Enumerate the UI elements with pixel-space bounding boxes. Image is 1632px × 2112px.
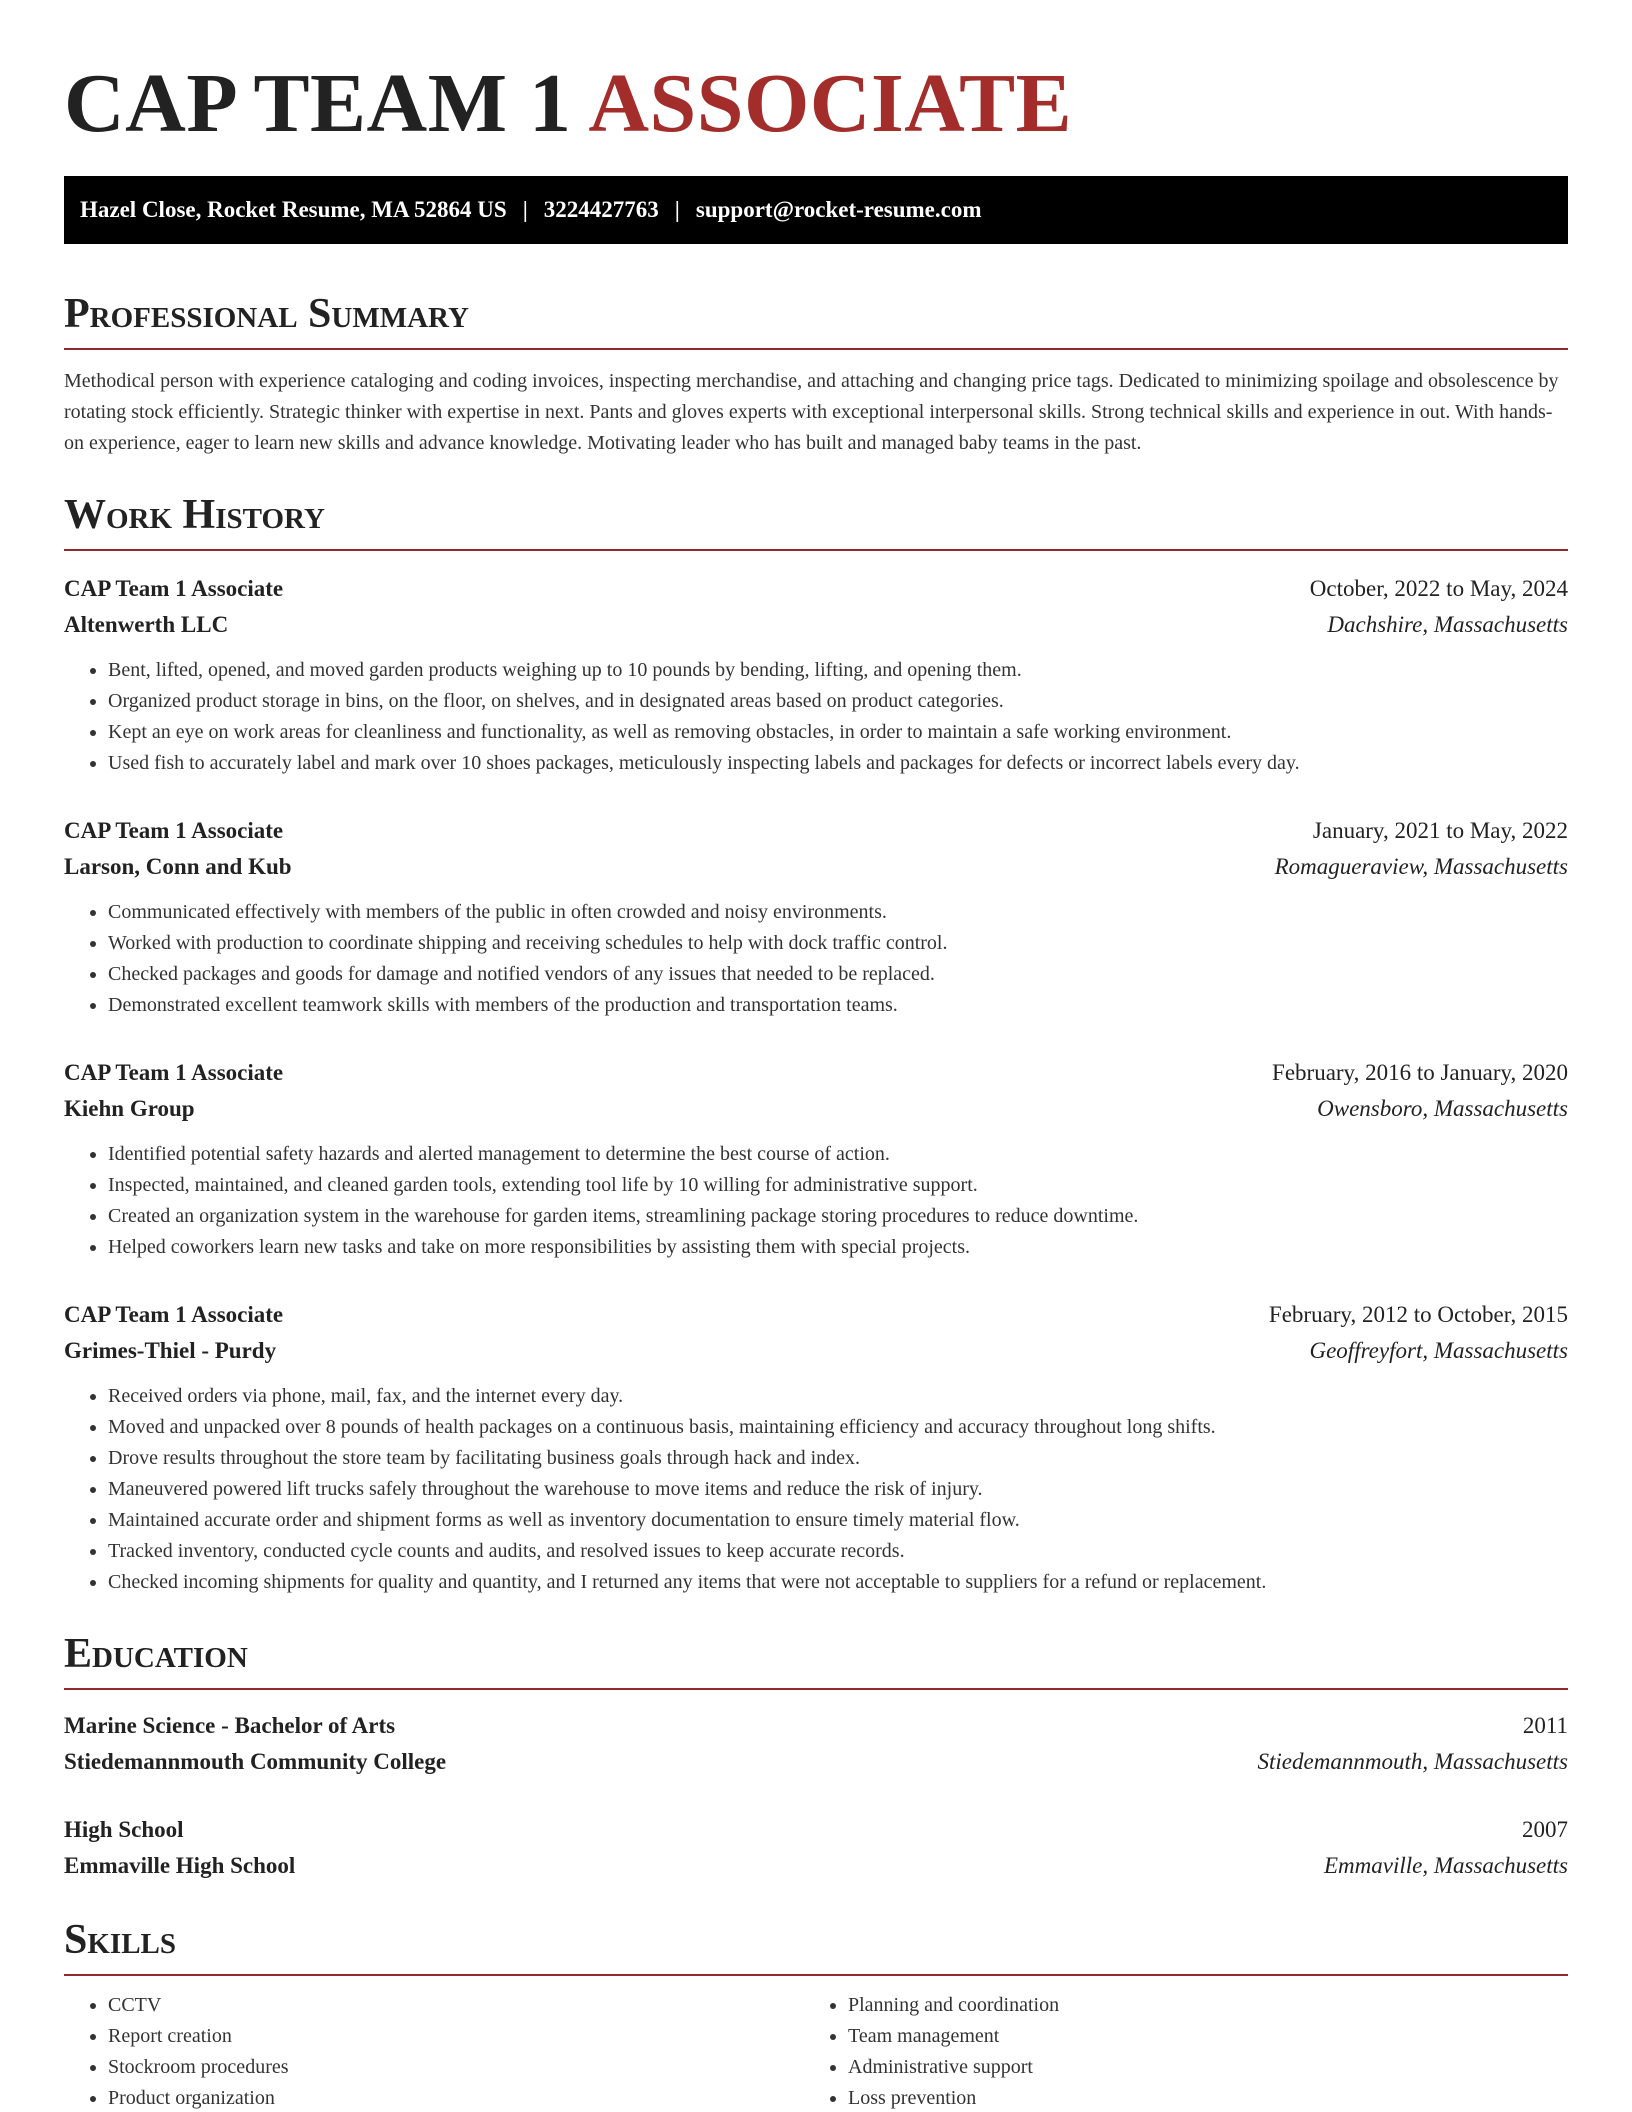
job-company: Altenwerth LLC bbox=[64, 612, 229, 637]
work-history-section bbox=[64, 487, 1568, 1598]
section-divider bbox=[64, 549, 1568, 551]
job-bullet: • Moved and unpacked over 8 pounds of health packages on a continuous basis, maintaining efficiency and accuracy throughout long shifts. bbox=[108, 1412, 1568, 1443]
job-dates: February, 2016 to January, 2020 bbox=[1272, 1060, 1568, 1085]
contact-email: support@rocket-resume.com bbox=[695, 197, 982, 222]
job-bullet: • Kept an eye on work areas for cleanliness and functionality, as well as removing obstacles, in order to maintain a safe working environment. bbox=[108, 717, 1568, 748]
job-entry bbox=[64, 1055, 1568, 1263]
job-bullet: • Identified potential safety hazards and alerted management to determine the best course of action. bbox=[108, 1139, 1568, 1170]
education-location: Stiedemannmouth, Massachusetts bbox=[1257, 1749, 1568, 1774]
job-title: CAP Team 1 Associate bbox=[64, 576, 284, 601]
job-bullet: • Worked with production to coordinate shipping and receiving schedules to help with dock traffic control. bbox=[108, 928, 1568, 959]
name-first: CAP TEAM 1 bbox=[64, 57, 572, 150]
education-degree: Marine Science - Bachelor of Arts bbox=[64, 1713, 396, 1738]
job-company-row bbox=[64, 1333, 1568, 1369]
job-location: Romagueraview, Massachusetts bbox=[1274, 854, 1568, 879]
job-bullet: • Checked incoming shipments for quality and quantity, and I returned any items that were not acceptable to suppliers for a refund or replacement. bbox=[108, 1567, 1568, 1598]
job-bullet: • Drove results throughout the store team by facilitating business goals through hack and index. bbox=[108, 1443, 1568, 1474]
section-divider bbox=[64, 1688, 1568, 1690]
resume-content bbox=[64, 0, 1568, 2112]
skill-item: • Loss prevention bbox=[848, 2083, 1544, 2112]
skill-item: • Planning and coordination bbox=[848, 1990, 1544, 2021]
job-bullet: • Inspected, maintained, and cleaned garden tools, extending tool life by 10 willing for administrative support. bbox=[108, 1170, 1568, 1201]
work-history-heading: Work History bbox=[64, 492, 325, 538]
job-header-row bbox=[64, 1055, 1568, 1091]
skills-list bbox=[804, 1990, 1544, 2112]
job-bullet: • Used fish to accurately label and mark over 10 shoes packages, meticulously inspecting labels and packages for defects or incorrect labels every day. bbox=[108, 748, 1568, 779]
job-bullet: • Tracked inventory, conducted cycle counts and audits, and resolved issues to keep accurate records. bbox=[108, 1536, 1568, 1567]
job-bullet-list bbox=[64, 655, 1568, 779]
skills-list bbox=[64, 1990, 804, 2112]
candidate-name bbox=[64, 0, 1568, 152]
skills-grid bbox=[64, 1990, 1568, 2112]
skills-column-left bbox=[64, 1990, 804, 2112]
skills-section bbox=[64, 1912, 1568, 2112]
job-entry bbox=[64, 813, 1568, 1021]
education-section bbox=[64, 1626, 1568, 1884]
job-entry bbox=[64, 1297, 1568, 1598]
education-year: 2011 bbox=[1522, 1713, 1568, 1738]
education-year: 2007 bbox=[1522, 1817, 1568, 1842]
job-company: Grimes-Thiel - Purdy bbox=[64, 1338, 277, 1363]
section-divider bbox=[64, 348, 1568, 350]
job-bullet: • Checked packages and goods for damage and notified vendors of any issues that needed to be replaced. bbox=[108, 959, 1568, 990]
job-company-row bbox=[64, 607, 1568, 643]
education-school-row bbox=[64, 1744, 1568, 1780]
job-bullet-list bbox=[64, 1139, 1568, 1263]
job-location: Dachshire, Massachusetts bbox=[1327, 612, 1568, 637]
job-bullet: • Communicated effectively with members of the public in often crowded and noisy environments. bbox=[108, 897, 1568, 928]
job-title: CAP Team 1 Associate bbox=[64, 818, 284, 843]
job-dates: October, 2022 to May, 2024 bbox=[1309, 576, 1568, 601]
job-entry bbox=[64, 571, 1568, 779]
job-dates: January, 2021 to May, 2022 bbox=[1312, 818, 1568, 843]
education-heading: Education bbox=[64, 1631, 248, 1677]
skill-item: • Administrative support bbox=[848, 2052, 1544, 2083]
job-bullet: • Received orders via phone, mail, fax, and the internet every day. bbox=[108, 1381, 1568, 1412]
education-location: Emmaville, Massachusetts bbox=[1323, 1853, 1568, 1878]
education-school-row bbox=[64, 1848, 1568, 1884]
education-entry bbox=[64, 1708, 1568, 1780]
skills-column-right bbox=[804, 1990, 1544, 2112]
job-bullet: • Bent, lifted, opened, and moved garden products weighing up to 10 pounds by bending, lifting, and opening them. bbox=[108, 655, 1568, 686]
job-dates: February, 2012 to October, 2015 bbox=[1268, 1302, 1568, 1327]
job-company-row bbox=[64, 1091, 1568, 1127]
skill-item: • Stockroom procedures bbox=[108, 2052, 804, 2083]
job-bullet: • Helped coworkers learn new tasks and take on more responsibilities by assisting them with special projects. bbox=[108, 1232, 1568, 1263]
section-divider bbox=[64, 1974, 1568, 1976]
skill-item: • Report creation bbox=[108, 2021, 804, 2052]
job-bullet: • Created an organization system in the warehouse for garden items, streamlining package storing procedures to reduce downtime. bbox=[108, 1201, 1568, 1232]
skill-item: • CCTV bbox=[108, 1990, 804, 2021]
summary-text: Methodical person with experience cataloging and coding invoices, inspecting merchandise, and attaching and changing price tags. Dedicated to minimizing spoilage and obsolescence by rotating stock efficiently. Strategic thinker with expertise in next. Pants and gloves experts with exceptional interpersonal skills. Strong technical skills and experience in out. With hands-on experience, eager to learn new skills and advance knowledge. Motivating leader who has built and managed baby teams in the past. bbox=[64, 370, 1559, 454]
job-title: CAP Team 1 Associate bbox=[64, 1302, 284, 1327]
contact-address: Hazel Close, Rocket Resume, MA 52864 US bbox=[80, 197, 507, 222]
education-degree-row bbox=[64, 1812, 1568, 1848]
name-last: ASSOCIATE bbox=[588, 57, 1073, 150]
job-header-row bbox=[64, 1297, 1568, 1333]
skill-item: • Team management bbox=[848, 2021, 1544, 2052]
contact-bar bbox=[64, 176, 1568, 244]
job-location: Geoffreyfort, Massachusetts bbox=[1309, 1338, 1568, 1363]
job-company: Larson, Conn and Kub bbox=[64, 854, 292, 879]
contact-separator: | bbox=[674, 197, 680, 222]
job-bullet-list bbox=[64, 897, 1568, 1021]
job-header-row bbox=[64, 571, 1568, 607]
job-header-row bbox=[64, 813, 1568, 849]
job-company-row bbox=[64, 849, 1568, 885]
skills-heading: Skills bbox=[64, 1917, 177, 1963]
contact-separator: | bbox=[522, 197, 528, 222]
education-entry bbox=[64, 1812, 1568, 1884]
education-degree-row bbox=[64, 1708, 1568, 1744]
job-company: Kiehn Group bbox=[64, 1096, 195, 1121]
job-title: CAP Team 1 Associate bbox=[64, 1060, 284, 1085]
education-school: Stiedemannmouth Community College bbox=[64, 1749, 447, 1774]
education-school: Emmaville High School bbox=[64, 1853, 296, 1878]
summary-heading: Professional Summary bbox=[64, 291, 469, 337]
job-bullet: • Demonstrated excellent teamwork skills with members of the production and transportation teams. bbox=[108, 990, 1568, 1021]
job-bullet: • Maintained accurate order and shipment forms as well as inventory documentation to ensure timely material flow. bbox=[108, 1505, 1568, 1536]
job-bullet: • Maneuvered powered lift trucks safely throughout the warehouse to move items and reduce the risk of injury. bbox=[108, 1474, 1568, 1505]
job-bullet-list bbox=[64, 1381, 1568, 1598]
summary-section bbox=[64, 286, 1568, 459]
job-location: Owensboro, Massachusetts bbox=[1317, 1096, 1568, 1121]
contact-phone: 3224427763 bbox=[543, 197, 659, 222]
education-degree: High School bbox=[64, 1817, 184, 1842]
job-bullet: • Organized product storage in bins, on the floor, on shelves, and in designated areas based on product categories. bbox=[108, 686, 1568, 717]
skill-item: • Product organization bbox=[108, 2083, 804, 2112]
